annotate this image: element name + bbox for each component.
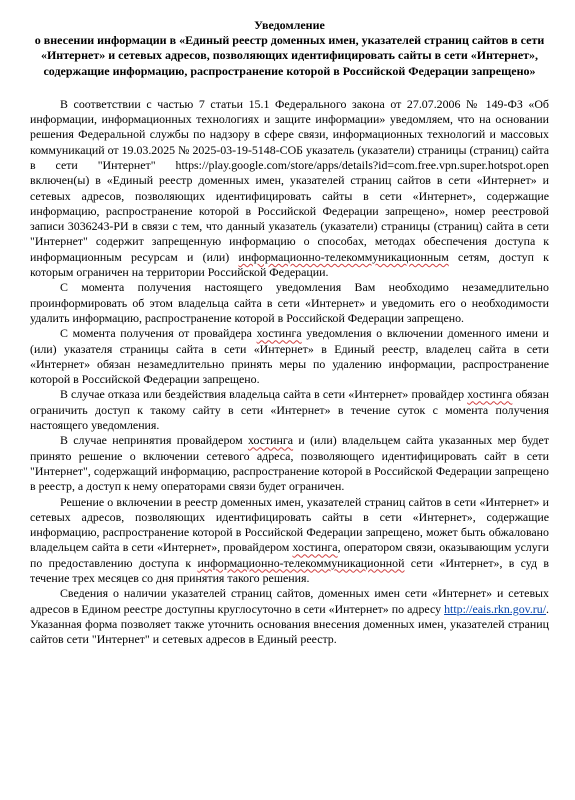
spellcheck-word: информационно-телекоммуникационным bbox=[238, 249, 449, 264]
paragraph-notify-owner: С момента получения настоящего уведомления Вам необходимо незамедлительно проинформировать об этом владельца сайта в сети «Интернет» и уведомить его о необходимости удалить информацию, распространение которой в Российской Федерации запрещено. bbox=[30, 280, 549, 325]
paragraph-text: В случае непринятия провайдером bbox=[60, 433, 243, 448]
paragraph-text: В случае отказа или бездействия владельца сайта в сети «Интернет» провайдер bbox=[60, 387, 465, 402]
paragraph-appeal bbox=[30, 495, 549, 587]
document-body bbox=[30, 97, 549, 648]
paragraph-legal-basis bbox=[30, 97, 549, 281]
spellcheck-word: хостинга bbox=[292, 540, 338, 555]
paragraph-text: С момента получения от провайдера bbox=[60, 326, 252, 341]
spellcheck-word: информационно-телекоммуникационной bbox=[197, 555, 405, 570]
paragraph-hosting-duty bbox=[30, 387, 549, 433]
title-heading: Уведомление bbox=[254, 18, 325, 32]
paragraph-text: . Указанная форма позволяет также уточнить основания внесения доменных имен, указателей страниц сайтов сети "Интернет" и сетевых адресов в Единый реестр. bbox=[30, 601, 549, 647]
spellcheck-word: хостинга bbox=[247, 433, 294, 448]
registry-link[interactable]: http://eais.rkn.gov.ru/ bbox=[444, 601, 547, 616]
paragraph-text: уведомления о включении доменного имени и (или) указателя страницы сайта в сети «Интернет» в Единый реестр, владелец сайта в сети «Интернет» обязан незамедлительно принять меры по удалению информации, распространение которой в Российской Федерации запрещено. bbox=[30, 326, 549, 387]
spellcheck-word: хостинга bbox=[467, 387, 513, 402]
paragraph-registry-info bbox=[30, 586, 549, 647]
paragraph-owner-duty bbox=[30, 326, 549, 387]
title-subject: о внесении информации в «Единый реестр доменных имен, указателей страниц сайтов в сети «Интернет» и сетевых адресов, позволяющих идентифицировать сайты в сети «Интернет», содержащие информацию, распространение которой в Российской Федерации запрещено» bbox=[34, 33, 545, 78]
paragraph-text: , оператором связи, оказывающим услуги по предоставлению доступа к bbox=[30, 540, 549, 570]
paragraph-text: сети «Интернет», в суд в течение трех месяцев со дня принятия такого решения. bbox=[30, 555, 549, 586]
paragraph-text: обязан ограничить доступ к такому сайту в сети «Интернет» в течение суток с момента получения настоящего уведомления. bbox=[30, 387, 549, 433]
paragraph-blocking bbox=[30, 433, 549, 494]
paragraph-text: Решение о включении в реестр доменных имен, указателей страниц сайтов в сети «Интернет» и сетевых адресов, позволяющих идентифицировать сайты в сети «Интернет», содержащие информацию, распространение которой в Российской Федерации запрещено, может быть обжаловано владельцем сайта в сети «Интернет», провайдером bbox=[30, 494, 549, 555]
paragraph-text: и (или) владельцем сайта указанных мер будет принято решение о включении сетевого адреса, позволяющего идентифицировать сайт в сети "Интернет", содержащий информацию, распространение которой в Российской Федерации запрещено в реестр, а доступ к нему операторами связи будет ограничен. bbox=[30, 433, 549, 494]
document-title bbox=[30, 18, 549, 79]
paragraph-text: В соответствии с частью 7 статьи 15.1 Федерального закона от 27.07.2006 № 149-ФЗ «Об информации, информационных технологиях и защите информации» уведомляем, что на основании решения Федеральной службы по надзору в сфере связи, информационных технологий и массовых коммуникаций от 19.03.2025 № 2025-03-19-5148-СОБ указатель (указатели) страницы (страниц) сайта в сети "Интернет" https://play.google.com/store/apps/details?id=com.free.vpn.super.hotspot.open включен(ы) в «Единый реестр доменных имен, указателей страниц сайтов в сети «Интернет» и сетевых адресов, позволяющих идентифицировать сайты в сети «Интернет», содержащие информацию, распространение которой в Российской Федерации запрещено», номер реестровой записи 3036243-РИ в связи с тем, что данный указатель (указатели) страницы (страниц) сайта в сети "Интернет" содержит запрещенную информацию о способах, методах обеспечения доступа к информационным ресурсам и (или) bbox=[30, 96, 549, 264]
spellcheck-word: хостинга bbox=[256, 326, 302, 341]
paragraph-text: сетям, доступ к которым ограничен на территории Российской Федерации. bbox=[30, 249, 549, 280]
paragraph-text: Сведения о наличии указателей страниц сайтов, доменных имен сети «Интернет» и сетевых адресов в Едином реестре доступны круглосуточно в сети «Интернет» по адресу bbox=[30, 586, 549, 616]
